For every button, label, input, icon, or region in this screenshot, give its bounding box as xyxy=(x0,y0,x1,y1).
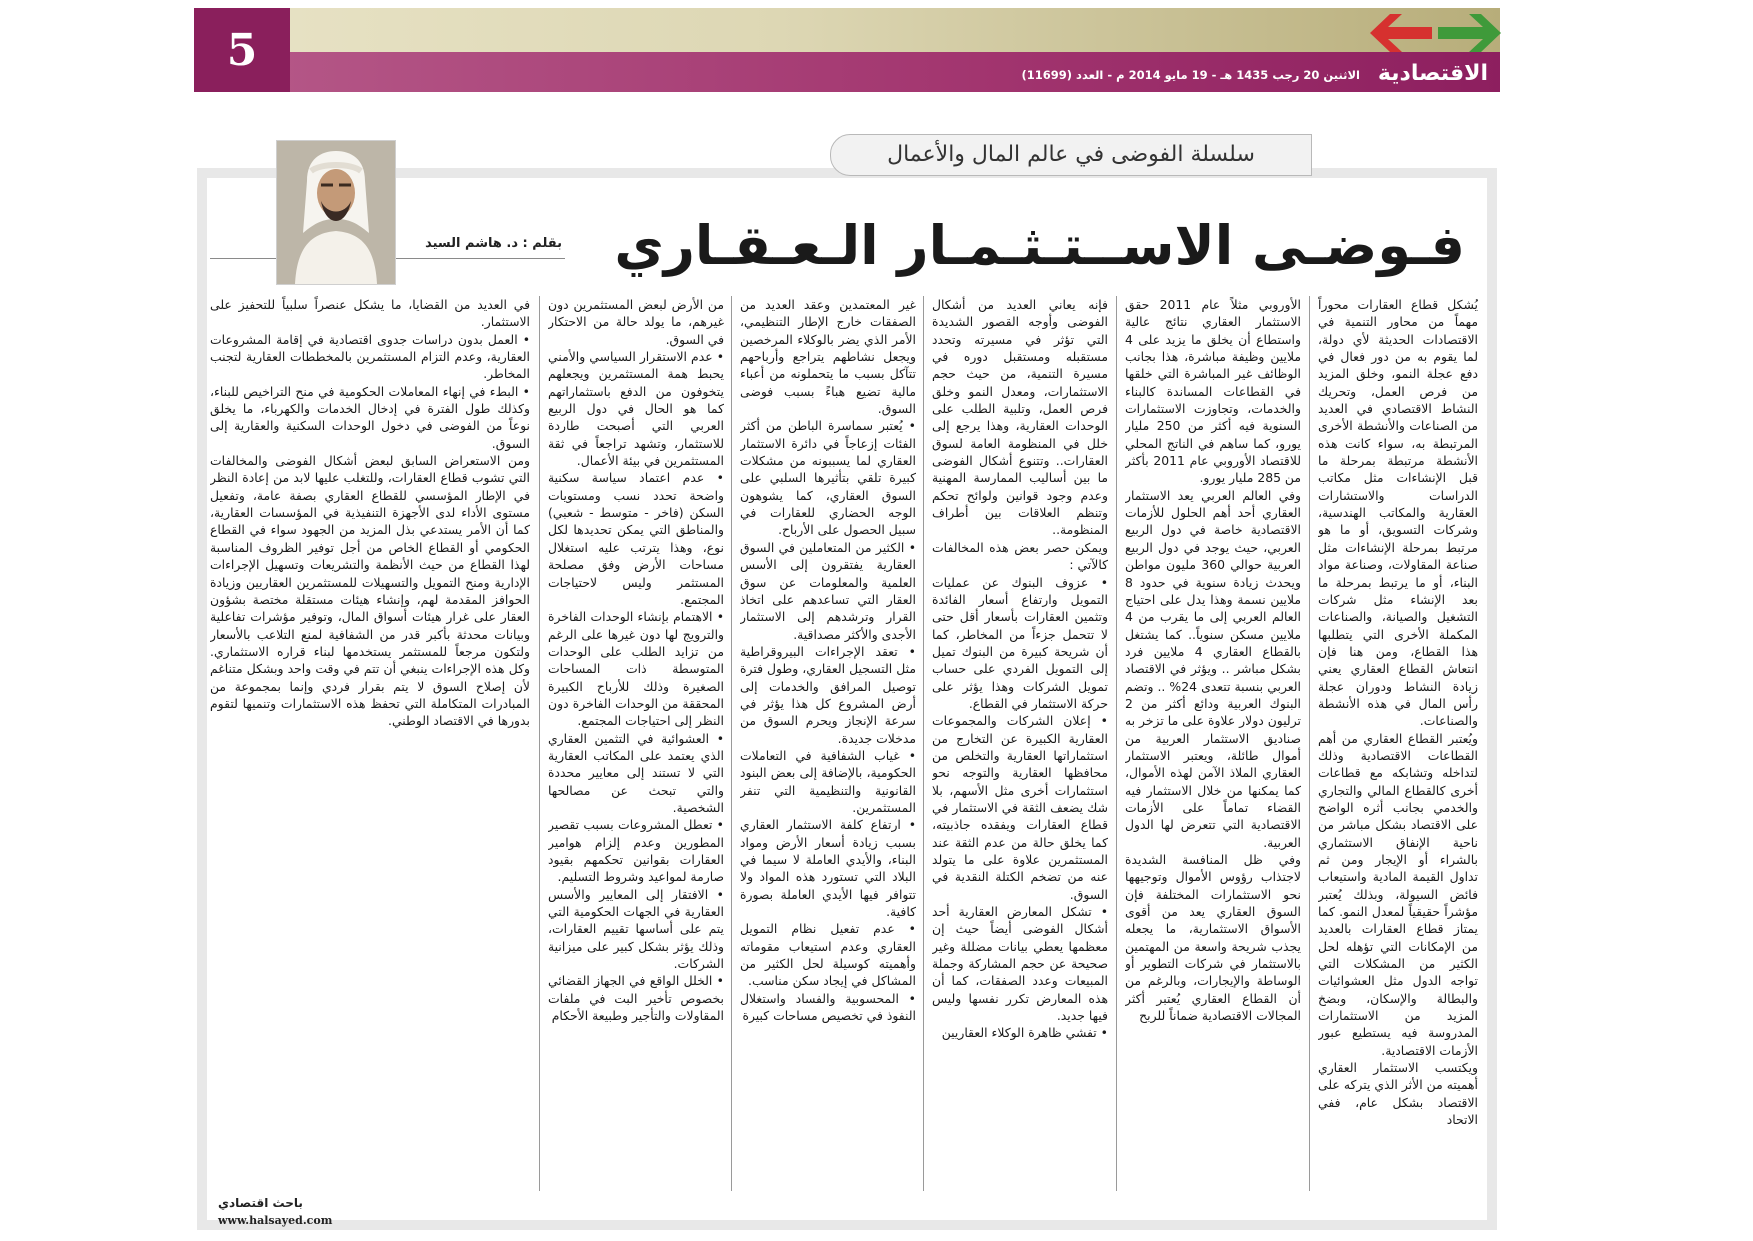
paragraph: غير المعتمدين وعقد العديد من الصفقات خارج الإطار التنظيمي، الأمر الذي يضر بالوكلاء المرخصين ويجعل نشاطهم يتراجع وأرباحهم تتآكل بسبب ما يتحملونه من أعباء مالية تضيع هباءً بسبب فوضى السوق. xyxy=(740,297,916,417)
paragraph: • عدم تفعيل نظام التمويل العقاري وعدم استيعاب مقوماته وأهميته كوسيلة لحل الكثير من المشاكل في إيجاد سكن مناسب. xyxy=(740,921,916,989)
paragraph: • عدم اعتماد سياسة سكنية واضحة تحدد نسب ومستويات السكن (فاخر - متوسط - شعبي) والمناطق التي يمكن تحديدها لكل نوع، وهذا يترتب عليه استغلال مساحات الأرض وفق مصلحة المستثمر وليس لاحتياجات المجتمع. xyxy=(548,470,724,607)
column-divider xyxy=(539,296,540,1191)
page-number: 5 xyxy=(194,8,290,92)
paragraph: وفي العالم العربي يعد الاستثمار العقاري أحد أهم الحلول للأزمات الاقتصادية خاصة في دول الربيع العربي، حيث يوجد في دول الربيع العربية حوالي 360 مليون مواطن ويحدث زيادة سنوية في حدود 8 ملايين نسمة وهذا يدل على احتياج العالم العربي إلى ما يقرب من 4 ملايين مسكن سنوياً.. كما يشتغل بالقطاع العقاري 4 ملايين فرد بشكل مباشر .. ويؤثر في الاقتصاد العربي بنسبة تتعدى 24% .. وتضم البنوك العربية ودائع أكثر من 2 ترليون دولار علاوة على ما تزخر به صناديق الاستثمار العربية من أموال طائلة، ويعتبر الاستثمار العقاري الملاذ الآمن لهذه الأموال، كما يمكنها من خلال الاستثمار فيه القضاء تماماً على الأزمات الاقتصادية التي تتعرض لها الدول العربية. xyxy=(1125,487,1301,850)
paragraph: • عزوف البنوك عن عمليات التمويل وارتفاع أسعار الفائدة وتثمين العقارات بأسعار أقل حتى لا تتحمل جزءاً من المخاطر، كما أن شريحة كبيرة من البنوك تميل إلى التمويل الفردي على حساب تمويل الشركات وهذا يؤثر على حركة الاستثمار في القطاع. xyxy=(932,574,1108,711)
paragraph: • عدم الاستقرار السياسي والأمني يحبط همة المستثمرين ويجعلهم يتخوفون من الدفع باستثماراتهم كما هو الحال في دول الربيع العربي التي أصبحت طاردة للاستثمار، وتشهد تراجعاً في ثقة المستثمرين في بيئة الأعمال. xyxy=(548,349,724,469)
paragraph: • الافتقار إلى المعايير والأسس العقارية في الجهات الحكومية التي يتم على أساسها تقييم العقارات، وذلك يؤثر بشكل كبير على ميزانية الشركات. xyxy=(548,886,724,972)
author-portrait xyxy=(277,141,395,284)
paragraph: ومن الاستعراض السابق لبعض أشكال الفوضى والمخالفات التي تشوب قطاع العقارات، وللتغلب عليها لابد من إعادة النظر في الإطار المؤسسي للقطاع العقاري بصفة عامة، وتفعيل مستوى الأداء لدى الأجهزة التنفيذية في المؤسسات العقارية، كما أن الأمر يستدعي بذل المزيد من الجهود سواء في القطاع الحكومي أو القطاع الخاص من أجل توفير الظروف المناسبة لهذا القطاع من حيث الأنظمة والتشريعات وتسهيل الإجراءات الإدارية ومنح التمويل والتسهيلات للمستثمرين العقاريين وزيادة الحوافز المقدمة لهم، وإنشاء هيئات مستقلة مختصة بشؤون العقار على غرار هيئات أسواق المال، وتوفير مؤشرات تفاعلية وبيانات محدثة بأكبر قدر من الشفافية لمنع التلاعب بالأسعار ولتكون مرجعاً للمستثمر يستخدمها لبناء قراره الاستثماري. وكل هذه الإجراءات ينبغي أن تتم في وقت واحد وبشكل متناغم لأن إصلاح السوق لا يتم بقرار فردي وإنما بمجموعة من المبادرات المتكاملة التي تحفظ هذه الاستثمارات وتنميها لتقوم بدورها في الاقتصاد الوطني. xyxy=(210,453,530,729)
series-title: سلسلة الفوضى في عالم المال والأعمال xyxy=(830,134,1312,176)
article-column-4 xyxy=(740,296,916,1194)
paragraph: من الأرض لبعض المستثمرين دون غيرهم، ما يولد حالة من الاحتكار في السوق. xyxy=(548,297,724,347)
paragraph: • الكثير من المتعاملين في السوق العقارية يفتقرون إلى الأسس العلمية والمعلومات عن سوق العقار التي تساعدهم على اتخاذ القرار وترشدهم إلى الاستثمار الأجدى والأكثر مصداقية. xyxy=(740,539,916,642)
article-column-3 xyxy=(932,296,1108,1194)
author-signature: باحث اقتصادي xyxy=(218,1196,303,1210)
column-divider xyxy=(731,296,732,1191)
article-column-2 xyxy=(1125,296,1301,1194)
dateline: الاثنين 20 رجب 1435 هـ - 19 مايو 2014 م - العدد (11699) xyxy=(1021,68,1360,82)
paragraph: • العمل بدون دراسات جدوى اقتصادية في إقامة المشروعات العقارية، وعدم التزام المستثمرين بالمخططات العقارية لتجنب المخاطر. xyxy=(210,331,530,382)
paragraph: • المحسوبية والفساد واستغلال النفوذ في تخصيص مساحات كبيرة xyxy=(740,990,916,1024)
paragraph: وفي ظل المنافسة الشديدة لاجتذاب رؤوس الأموال وتوجيهها نحو الاستثمارات المختلفة فإن السوق العقاري يعد من أقوى الأسواق الاستثمارية، ما يجعله يجذب شريحة واسعة من المهتمين بالاستثمار في شركات التطوير أو الوساطة والإيجارات، وبالرغم من أن القطاع العقاري يُعتبر أكثر المجالات الاقتصادية ضماناً للربح xyxy=(1125,852,1301,1024)
article-column-6 xyxy=(210,296,530,1194)
paragraph: في العديد من القضايا، ما يشكل عنصراً سلبياً للتحفيز على الاستثمار. xyxy=(210,297,530,330)
column-divider xyxy=(923,296,924,1191)
paragraph: ويُعتبر القطاع العقاري من أهم القطاعات الاقتصادية وذلك لتداخله وتشابكه مع قطاعات أخرى كالقطاع المالي والتجاري والخدمي بجانب أثره الواضح على الاقتصاد بشكل مباشر من ناحية الإنفاق الاستثماري بالشراء أو الإيجار ومن ثم تداول القيمة المادية واستيعاب فائض السيولة، وبذلك يُعتبر مؤشراً حقيقياً لمعدل النمو. كما يمتاز قطاع العقارات بالعديد من الإمكانات التي تؤهله لحل الكثير من المشكلات التي تواجه الدول مثل العشوائيات والبطالة والإسكان، وبضخ المزيد من الاستثمارات المدروسة فيه يستطيع عبور الأزمات الاقتصادية. xyxy=(1318,730,1478,1058)
column-divider xyxy=(1309,296,1310,1191)
double-arrow-logo-icon xyxy=(1368,10,1503,56)
paragraph: يُشكل قطاع العقارات محوراً مهماً من محاور التنمية في الاقتصادات الحديثة لأي دولة، لما يقوم به من دور فعال في دفع عجلة النمو، وخلق المزيد من فرص العمل، وتحريك النشاط الاقتصادي في العديد من الصناعات والأنشطة الأخرى المرتبطة به، سواء كانت هذه الأنشطة مرتبطة بمرحلة ما قبل الإنشاءات مثل مكاتب الدراسات والاستشارات العقارية والمكاتب الهندسية، وشركات التسويق، أو ما هو مرتبط بمرحلة الإنشاءات مثل صناعة المقاولات، وصناعة مواد البناء، أو ما يرتبط بمرحلة ما بعد الإنشاء مثل شركات التشغيل والصيانة، والصناعات المكملة الأخرى التي يتطلبها هذا القطاع، ومن هنا فإن انتعاش القطاع العقاري يعني زيادة النشاط ودوران عجلة رأس المال في هذه الأنشطة والصناعات. xyxy=(1318,297,1478,729)
paragraph: • إعلان الشركات والمجموعات العقارية الكبيرة عن التخارج من استثماراتها العقارية والتخلص من محافظها العقارية والتوجه نحو استثمارات أخرى مثل الأسهم، بلا شك يضعف الثقة في الاستثمار في قطاع العقارات ويفقده جاذبيته، كما يخلق حالة من عدم الثقة عند المستثمرين علاوة على ما يتولد عنه من تضخم الكتلة النقدية في السوق. xyxy=(932,713,1108,902)
paragraph: فإنه يعاني العديد من أشكال الفوضى وأوجه القصور الشديدة التي تؤثر في مسيرته وتحدد مستقبله ومستقبل دوره في مسيرة التنمية، من حيث حجم الاستثمارات، ومعدل النمو وخلق فرص العمل، وتلبية الطلب على الوحدات العقارية، وهذا يرجع إلى خلل في المنظومة العامة لسوق العقارات.. وتتنوع أشكال الفوضى ما بين أساليب الممارسة المهنية وعدم وجود قوانين ولوائح تحكم وتنظم العلاقات بين أطراف المنظومة.. xyxy=(932,297,1108,538)
paragraph: • الخلل الواقع في الجهاز القضائي بخصوص تأخير البت في ملفات المقاولات والتأجير وطبيعة الأحكام xyxy=(548,973,724,1024)
headline: فـوضـى الاســتـثـمـار الـعـقـاري xyxy=(614,214,1465,277)
article-column-5 xyxy=(548,296,724,1194)
paragraph: ويكتسب الاستثمار العقاري أهميته من الأثر الذي يتركه على الاقتصاد بشكل عام، ففي الاتحاد xyxy=(1318,1060,1478,1128)
paragraph: ويمكن حصر بعض هذه المخالفات كالآتي : xyxy=(932,539,1108,573)
column-divider xyxy=(1116,296,1117,1191)
paragraph: • غياب الشفافية في التعاملات الحكومية، بالإضافة إلى بعض البنود القانونية والتنظيمية التي تنفر المستثمرين. xyxy=(740,747,916,815)
article-column-1 xyxy=(1318,296,1478,1194)
author-photo xyxy=(276,140,396,285)
masthead: الاقتصادية xyxy=(1377,61,1489,86)
byline: بقلم : د. هاشم السيد xyxy=(425,236,562,251)
paragraph: • البطء في إنهاء المعاملات الحكومية في منح التراخيص للبناء، وكذلك طول الفترة في إدخال الخدمات والكهرباء، ما يخلق نوعاً من الفوضى في دخول الوحدات السكنية والعقارية إلى السوق. xyxy=(210,383,530,451)
header-olive-band xyxy=(194,8,1500,52)
paragraph: • يُعتبر سماسرة الباطن من أكثر الفئات إزعاجاً في دائرة الاستثمار العقاري لما يسببونه من مشكلات كبيرة تلقي بتأثيرها السلبي على السوق العقاري، كما يشوهون الوجه الحضاري للعقارات في سبيل الحصول على الأرباح. xyxy=(740,418,916,538)
paragraph: • العشوائية في التثمين العقاري الذي يعتمد على المكاتب العقارية التي لا تستند إلى معايير محددة والتي تبحث عن مصالحها الشخصية. xyxy=(548,730,724,815)
paragraph: • تفشي ظاهرة الوكلاء العقاريين xyxy=(941,1025,1108,1041)
paragraph: • الاهتمام بإنشاء الوحدات الفاخرة والترويج لها دون غيرها على الرغم من تزايد الطلب على الوحدات المتوسطة ذات المساحات الصغيرة وذلك للأرباح الكبيرة المحققة من الوحدات الفاخرة دون النظر إلى احتياجات المجتمع. xyxy=(548,609,724,729)
paragraph: • ارتفاع كلفة الاستثمار العقاري بسبب زيادة أسعار الأرض ومواد البناء، والأيدي العاملة لا سيما في البلاد التي تستورد هذه المواد ولا تتوافر فيها الأيدي العاملة بصورة كافية. xyxy=(740,817,916,920)
paragraph: • تشكل المعارض العقارية أحد أشكال الفوضى أيضاً حيث إن معظمها يعطي بيانات مضللة وغير صحيحة عن حجم المشاركة وجملة المبيعات وعدد الصفقات، كما أن هذه المعارض تكرر نفسها وليس فيها جديد. xyxy=(932,904,1108,1024)
author-website: www.halsayed.com xyxy=(218,1214,333,1227)
paragraph: • تعقد الإجراءات البيروقراطية مثل التسجيل العقاري، وطول فترة توصيل المرافق والخدمات إلى أرض المشروع كل هذا يؤثر في سرعة الإنجاز ويحرم السوق من مدخلات جديدة. xyxy=(740,643,916,746)
paragraph: الأوروبي مثلاً عام 2011 حقق الاستثمار العقاري نتائج عالية واستطاع أن يخلق ما يزيد على 4 ملايين وظيفة مباشرة، هذا بجانب الوظائف غير المباشرة التي خلقها في القطاعات المساندة كالبناء والخدمات، وتجاوزت الاستثمارات السنوية فيه أكثر من 250 مليار يورو، كما ساهم في الناتج المحلي للاقتصاد الأوروبي عام 2011 بأكثر من 285 مليار يورو. xyxy=(1125,297,1301,486)
paragraph: • تعطل المشروعات بسبب تقصير المطورين وعدم إلزام هوامير العقارات بقوانين تحكمهم بقيود صارمة لمواعيد وشروط التسليم. xyxy=(548,817,724,885)
